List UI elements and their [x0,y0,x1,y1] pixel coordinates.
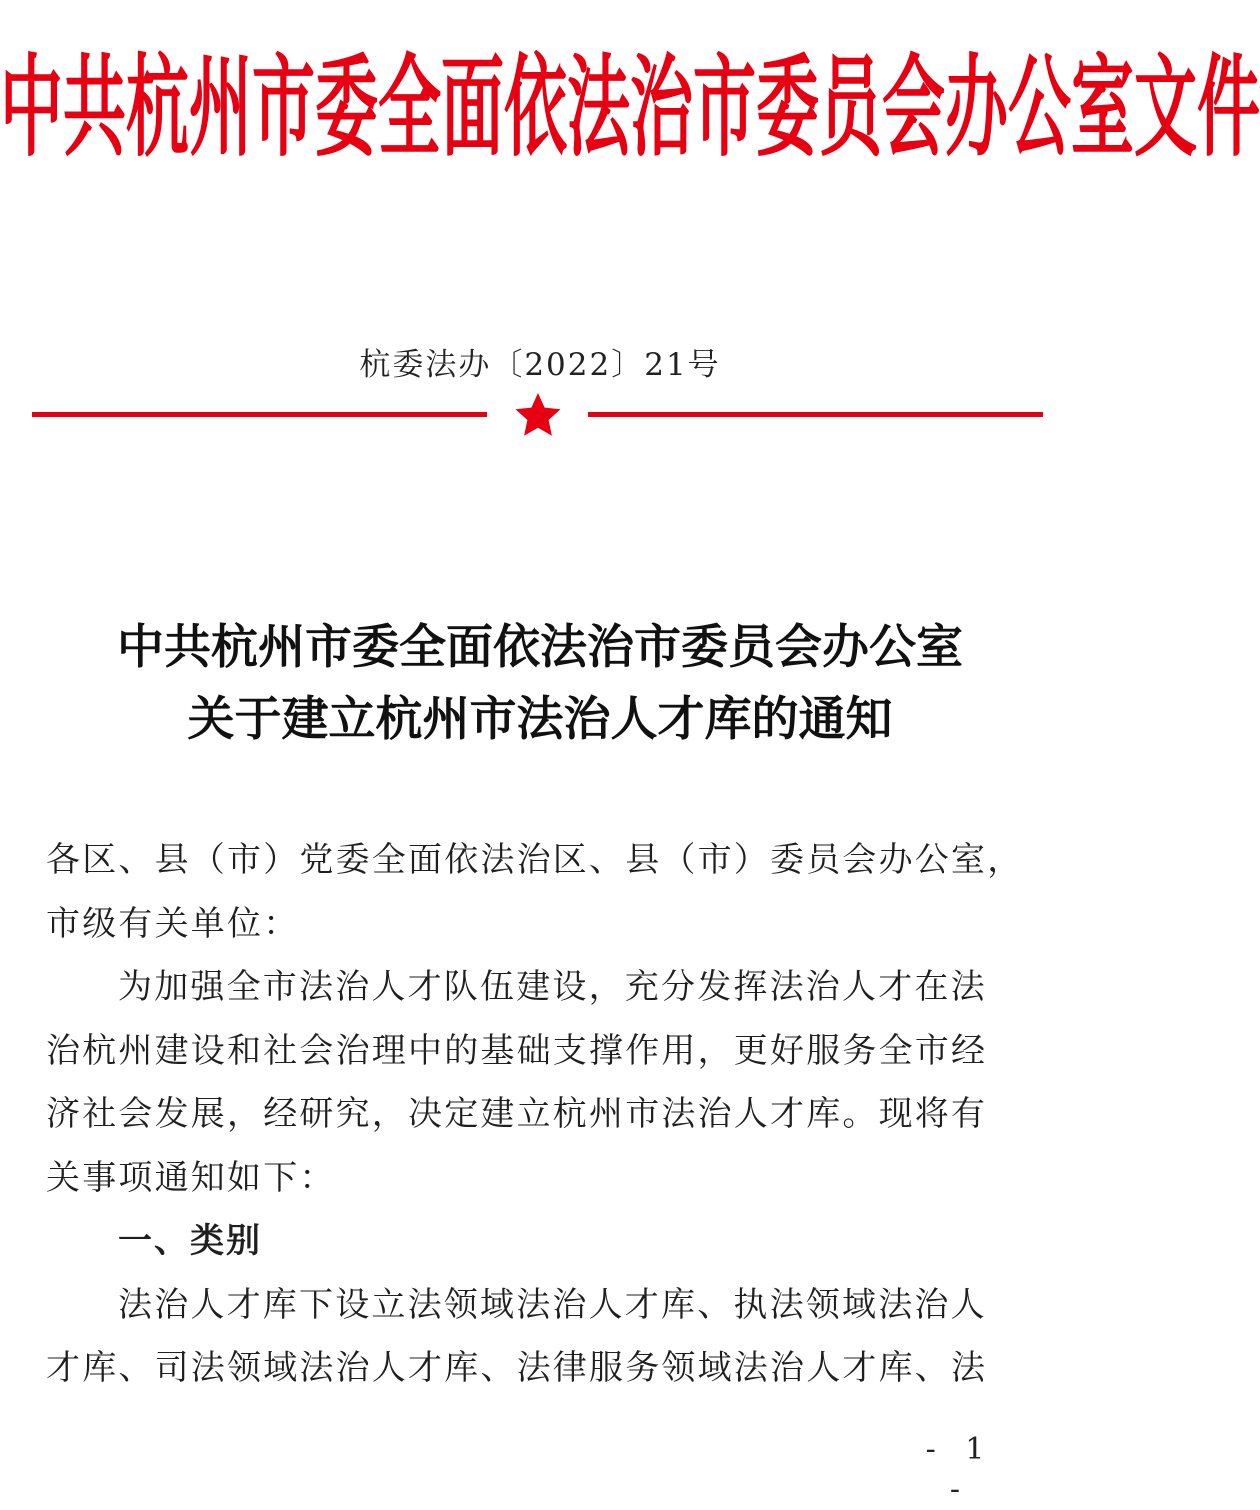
addressee-line-2: 市级有关单位： [46,903,300,944]
notice-body [46,829,1024,1401]
divider-line-right [588,412,1043,417]
paragraph-1-line-4: 关事项通知如下： [46,1157,336,1198]
paragraph-1-line-3: 济社会发展，经研究，决定建立杭州市法治人才库。现将有 [46,1094,988,1134]
paragraph-2-line-2: 才库、司法领域法治人才库、法律服务领域法治人才库、法 [46,1348,988,1388]
paragraph-1-line-1: 为加强全市法治人才队伍建设，充分发挥法治人才在法 [118,967,987,1007]
paragraph-1-line-2: 治杭州建设和社会治理中的基础支撑作用，更好服务全市经 [46,1030,988,1071]
title-line-2: 关于建立杭州市法治人才库的通知 [187,692,893,747]
notice-title [0,612,1080,756]
red-star-icon [516,393,561,436]
section-heading-1: 一、类别 [118,1221,262,1261]
red-divider [0,390,1080,450]
document-masthead [0,44,1260,286]
document-number: 杭委法办〔2022〕21号 [359,347,721,383]
masthead-text: 中共杭州市委全面依法治市委员会办公室文件 [0,44,1260,172]
addressee-line-1: 各区、县（市）党委全面依法治区、县（市）委员会办公室， [46,840,1024,880]
paragraph-2-line-1: 法治人才库下设立法领域法治人才库、执法领域法治人 [118,1284,987,1325]
title-line-1: 中共杭州市委全面依法治市委员会办公室 [117,620,963,675]
page-number: - 1 - [925,1432,995,1507]
divider-line-left [32,412,487,417]
